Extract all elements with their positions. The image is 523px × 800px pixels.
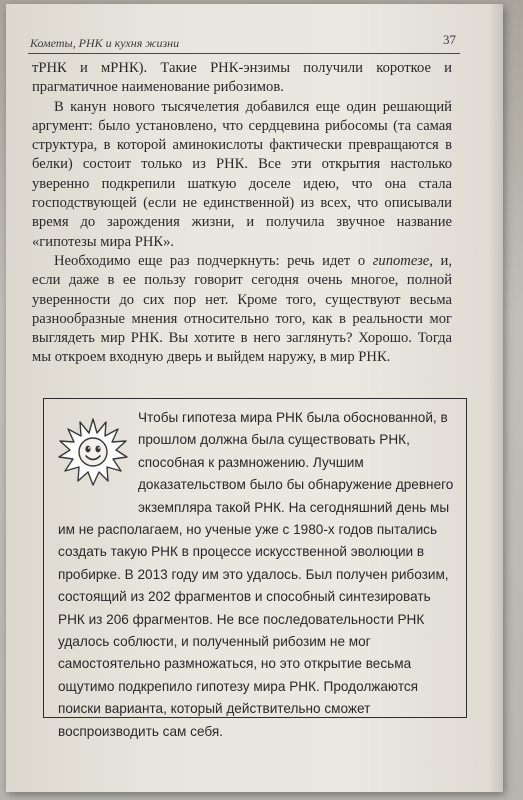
paragraph-3-end: , и, если даже в ее пользу говорит сегодня очень многое, полной уверенности до сих пор нет. Кроме того, существуют весьма разнообразные мнения относительно того, как в реальности мог выглядеть мир РНК. Вы хотите в него заглянуть? Хорошо. Тогда мы откроем входную дверь и выйдем наружу, в мир РНК. — [32, 252, 452, 366]
main-text — [32, 59, 452, 368]
callout-box — [43, 398, 467, 739]
book-page — [6, 4, 503, 792]
paragraph-1: тРНК и мРНК). Такие РНК-энзимы получили короткое и прагматичное наименование рибозимов. — [32, 60, 452, 96]
page-header — [28, 32, 458, 52]
paragraph-3-start: Необходимо еще раз подчеркнуть: речь идет о — [54, 252, 373, 269]
paragraph-3 — [32, 252, 452, 368]
page-edge-shadow — [489, 4, 503, 792]
callout-body: Чтобы гипотеза мира РНК была обоснованной, в прошлом должна была существовать РНК, способная к размножению. Лучшим доказательством было бы обнаружение древнего экземпляра такой РНК. На сегодняшний день мы им не располагаем, но ученые уже с 1980-х годов пытались создать такую РНК в процессе искусственной эволюции в пробирке. В 2013 году им это удалось. Был получен рибозим, состоящий из 202 фрагментов и способный синтезировать РНК из 206 фрагментов. Не все последовательности РНК удалось соблюсти, и полученный рибозим не мог самостоятельно размножаться, но это открытие весьма ощутимо подкрепило гипотезу мира РНК. Продолжаются поиски варианта, который действительно сможет воспроизводить сам себя. — [58, 410, 454, 739]
emphasis-hypothesis: гипотезе — [372, 252, 430, 269]
page-number: 37 — [443, 32, 456, 47]
header-rule — [28, 53, 460, 54]
paragraph-2: В канун нового тысячелетия добавился еще один решающий аргумент: было установлено, что сердцевина рибосомы (та самая структура, в которой аминокислоты фактически превращаются в белки) состоит только из РНК. Все эти открытия настолько уверенно подкрепили шаткую доселе идею, что она стала господствующей (если не единственной) из всех, что описывали время до зарождения жизни, и получила звучное название «гипотезы мира РНК». — [32, 98, 452, 250]
callout-text — [58, 407, 456, 743]
icon-spacer — [58, 407, 138, 505]
running-head: Кометы, РНК и кухня жизни — [30, 36, 180, 50]
